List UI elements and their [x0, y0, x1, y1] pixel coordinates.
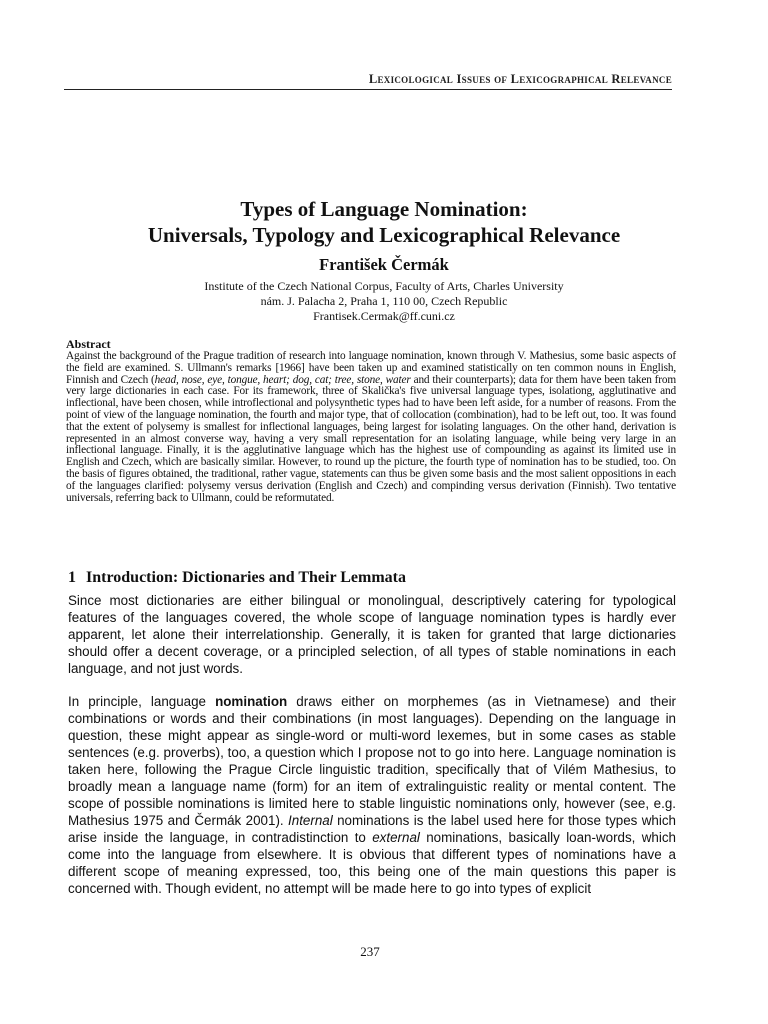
- paragraph-text: In principle, language: [68, 694, 216, 709]
- paragraph-text: nominations is the label used here for those types which arise inside the language, in contradistinction to: [68, 813, 676, 845]
- title-line-2: Universals, Typology and Lexicographical Relevance: [147, 223, 621, 247]
- author-name: František Čermák: [319, 255, 449, 274]
- paragraph-text: nominations, basically loan-words, which come into the language from elsewhere. It is obvious that different types of nominations have a different scope of meaning expressed, too, this being one of the main questions this paper is concerned with. Though evident, no attempt will be made here to go into types of explicit: [68, 830, 676, 896]
- abstract-text-part-2: and their counterparts); data for them have been taken from very large dictionaries in each case. For its framework, three of Skalička's five universal language types, isolationg, agglutinative and inflectional, have been chosen, while introflectional and polysynthetic types had to have been left aside, for a number of reasons. From the point of view of the language nomination, the fourth and major type, that of collocation (combination), had to be left out, too. It was found that the extent of polysemy is smallest for inflectional languages, being largest for isolating languages. On the other hand, derivation is represented in an almost converse way, having a very small representation for an isolating language, while being very large in an inflectional language. Finally, it is the agglutinative language which has the highest use of compounding as against its limited use in English and Czech, which are basically similar. However, to round up the picture, the fourth type of nomination has to be studied, too. On the basis of figures obtained, the traditional, rather vague, statements can thus be given some basis and the most salient oppositions in each of the languages clarified: polysemy versus derivation (English and Czech) and compinding versus derivation (Finnish). Two tentative universals, referring back to Ullmann, could be reformutated.: [66, 373, 677, 504]
- abstract-example-nouns: head, nose, eye, tongue, heart; dog, cat; tree, stone, water: [154, 373, 411, 386]
- author-affiliation: [64, 279, 704, 324]
- term-internal: Internal: [288, 813, 333, 828]
- running-head: Lexicological Issues of Lexicographical Relevance: [368, 72, 672, 86]
- section-number: 1: [68, 569, 76, 586]
- body-paragraph-1: Since most dictionaries are either bilingual or monolingual, descriptively catering for typological features of the languages covered, the whole scope of language nomination types is hardly ever apparent, let alone their interrelationship. Generally, it is taken for granted that large dictionaries should offer a decent coverage, or a principled selection, of all types of stable nominations in each language, and not just words.: [68, 593, 676, 676]
- affiliation-address: nám. J. Palacha 2, Praha 1, 110 00, Czech Republic: [260, 294, 508, 308]
- affiliation-email: Frantisek.Cermak@ff.cuni.cz: [313, 309, 455, 323]
- page-number: 237: [360, 944, 380, 959]
- affiliation-institute: Institute of the Czech National Corpus, Faculty of Arts, Charles University: [204, 279, 564, 293]
- abstract-heading: Abstract: [66, 337, 111, 351]
- term-external: external: [372, 830, 420, 845]
- section-heading: [68, 569, 668, 587]
- term-nomination: nomination: [215, 694, 288, 709]
- body-paragraph-2: [68, 693, 676, 897]
- paper-title: [64, 196, 704, 248]
- title-line-1: Types of Language Nomination:: [240, 197, 528, 221]
- abstract-text-part-1: Against the background of the Prague tradition of research into language nomination, known through V. Mathesius, some basic aspects of the field are examined. S. Ullmann's remarks [1966] have been taken up and examined statistically on ten common nouns in English, Finnish and Czech (: [66, 350, 676, 386]
- section-title: Introduction: Dictionaries and Their Lemmata: [86, 569, 407, 586]
- abstract-text: [66, 351, 676, 504]
- paragraph-text: draws either on morphemes (as in Vietnamese) and their combinations or words and their combinations (in most languages). Depending on the language in question, these might appear as single-word or multi-word lexemes, but in some cases as stable sentences (e.g. proverbs), too, a question which I propose not to go into here. Language nomination is taken here, following the Prague Circle linguistic tradition, specifically that of Vilém Mathesius, to broadly mean a language name (form) for an item of extralinguistic reality or mental content. The scope of possible nominations is limited here to stable linguistic nominations only, however (see, e.g. Mathesius 1975 and Čermák 2001).: [68, 694, 677, 828]
- header-rule: [64, 89, 672, 90]
